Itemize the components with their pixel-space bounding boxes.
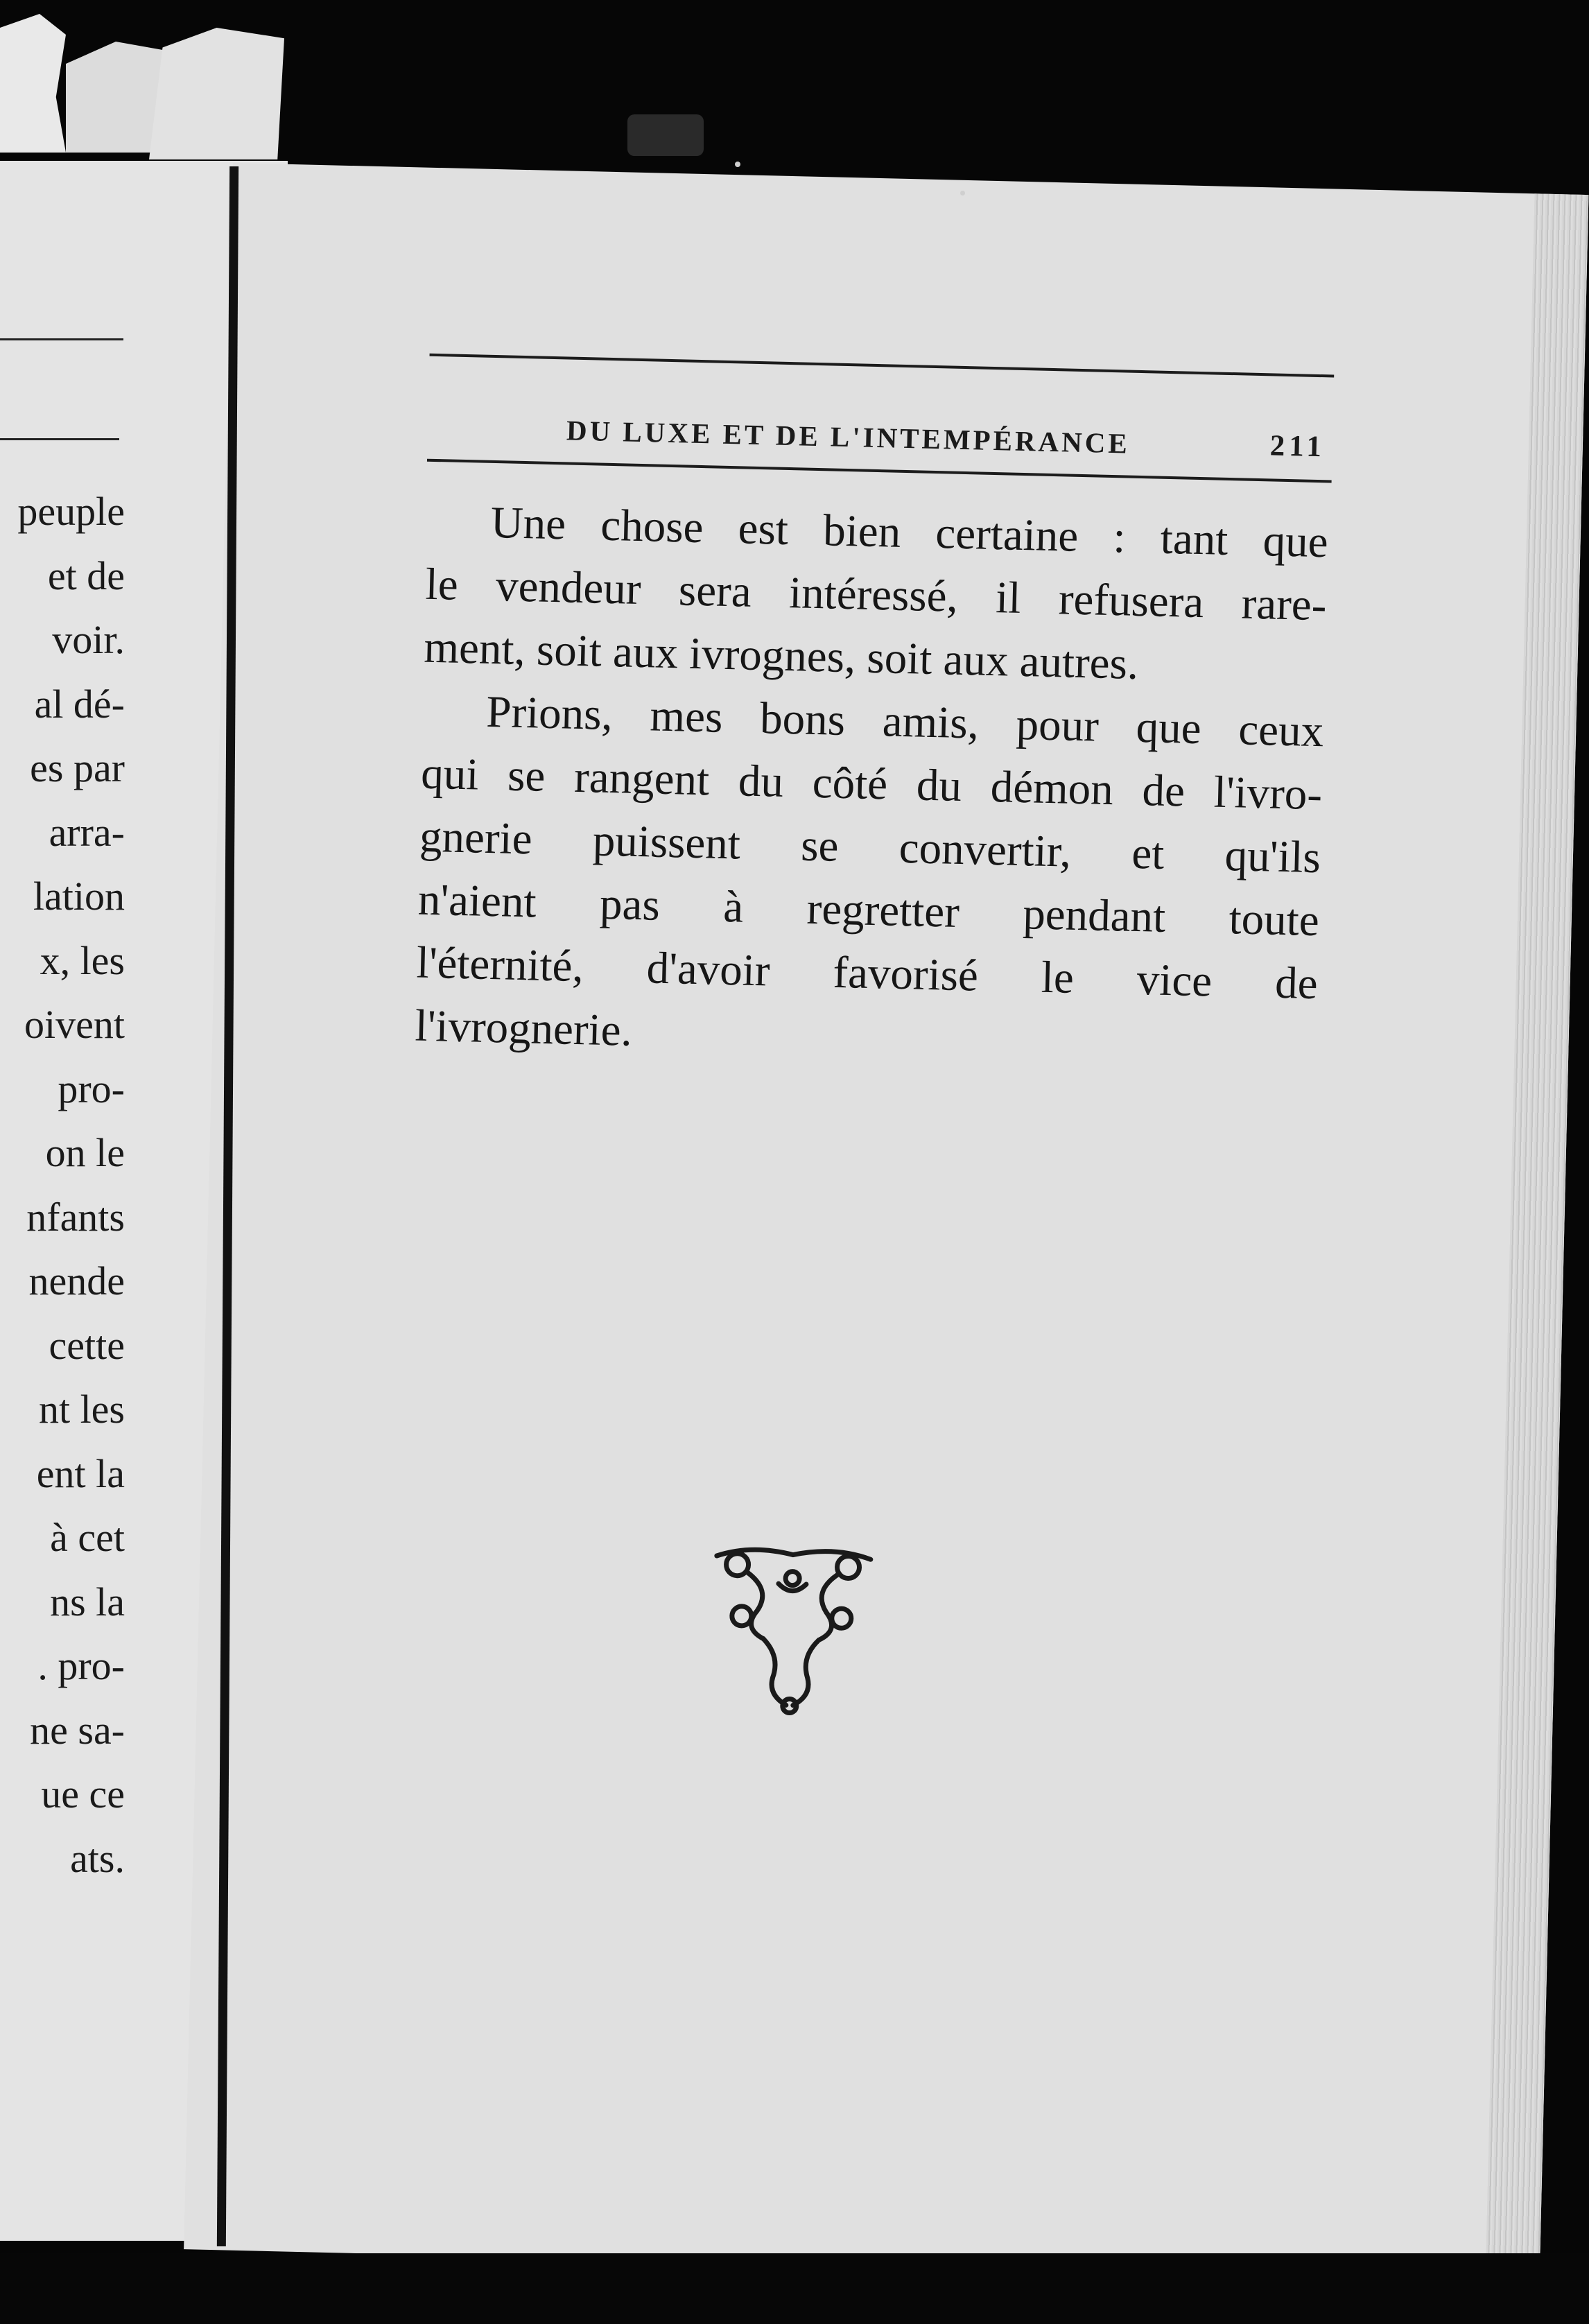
text-line: l'ivrognerie. bbox=[414, 1000, 633, 1056]
header-rule-top bbox=[430, 354, 1335, 378]
text-line: oivent bbox=[24, 1002, 125, 1047]
text-line: lation bbox=[33, 874, 125, 919]
text-line: et de bbox=[47, 553, 125, 598]
text-line: à cet bbox=[50, 1515, 125, 1560]
text-line: nt les bbox=[38, 1387, 125, 1432]
torn-paper-fragment bbox=[149, 28, 284, 159]
left-page-text bbox=[17, 161, 125, 1891]
text-line: qui se rangent du côté du démon de l'ivro- bbox=[420, 748, 1323, 820]
text-line: peuple bbox=[17, 489, 125, 534]
text-line: ent la bbox=[36, 1450, 125, 1496]
text-line: on le bbox=[45, 1130, 125, 1175]
right-page bbox=[184, 163, 1588, 2281]
tailpiece-ornament-icon bbox=[706, 1541, 876, 1718]
text-line: le vendeur sera intéressé, il refusera rare- bbox=[424, 559, 1328, 631]
dust-speck bbox=[960, 191, 965, 196]
body-text bbox=[415, 490, 1329, 1079]
scan-artifact bbox=[627, 114, 704, 156]
text-line: Prions, mes bons amis, pour que ceux bbox=[485, 686, 1324, 757]
dust-speck bbox=[735, 162, 740, 167]
text-line: arra- bbox=[49, 809, 125, 855]
text-line: ne sa- bbox=[30, 1707, 125, 1753]
header-rule-bottom bbox=[427, 459, 1332, 483]
text-line: ats. bbox=[70, 1835, 125, 1881]
text-line: pro- bbox=[58, 1066, 125, 1111]
text-line: ns la bbox=[50, 1579, 125, 1624]
text-line: n'aient pas à regretter pendant toute bbox=[417, 874, 1320, 946]
scan-background bbox=[0, 2253, 1589, 2324]
text-line: x, les bbox=[40, 937, 125, 983]
text-line: nende bbox=[28, 1258, 125, 1303]
text-line: voir. bbox=[52, 617, 125, 662]
text-line: ue ce bbox=[41, 1771, 125, 1816]
text-line: nfants bbox=[26, 1194, 125, 1240]
text-line: cette bbox=[49, 1322, 125, 1368]
page-edge bbox=[1486, 193, 1589, 2281]
running-head: DU LUXE ET DE L'INTEMPÉRANCE bbox=[566, 414, 1131, 460]
text-line: es par bbox=[30, 745, 125, 790]
text-line: al dé- bbox=[34, 681, 125, 727]
text-line: ment, soit aux ivrognes, soit aux autres. bbox=[423, 622, 1139, 689]
page-number: 211 bbox=[1269, 429, 1326, 464]
text-line: . pro- bbox=[37, 1643, 125, 1688]
text-line: Une chose est bien certaine : tant que bbox=[490, 497, 1329, 568]
text-line: gnerie puissent se convertir, et qu'ils bbox=[419, 811, 1321, 883]
torn-paper-fragment bbox=[0, 14, 66, 153]
text-line: l'éternité, d'avoir favorisé le vice de bbox=[416, 937, 1319, 1009]
